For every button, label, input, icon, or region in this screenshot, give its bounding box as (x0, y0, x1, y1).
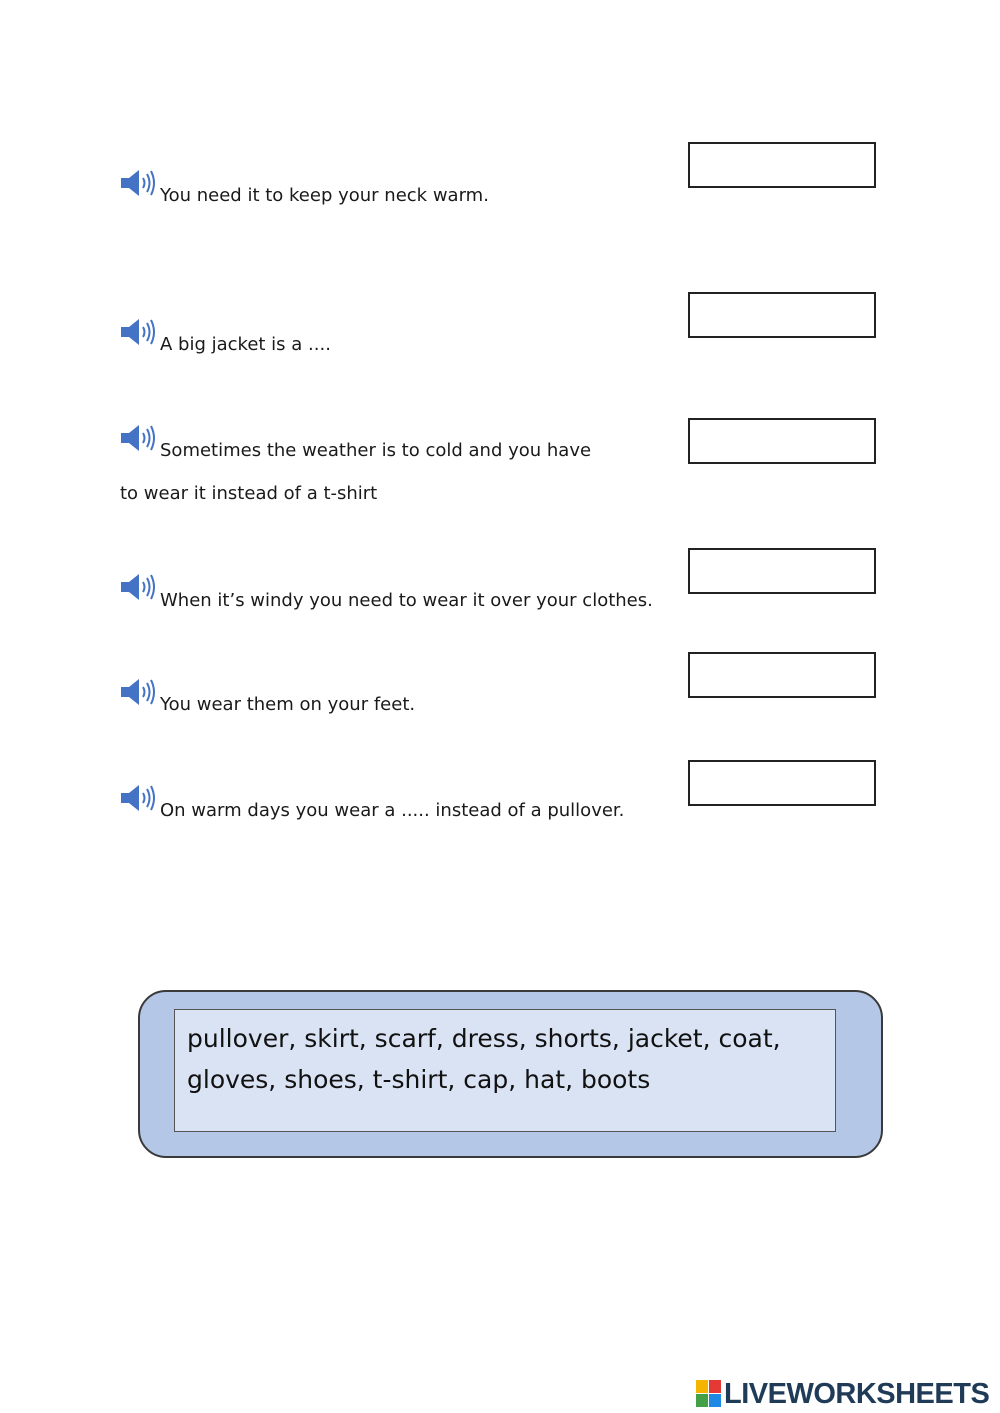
question-text: A big jacket is a .... (160, 334, 331, 355)
word-bank-line: gloves, shoes, t-shirt, cap, hat, boots (187, 1065, 651, 1094)
word-bank (174, 1009, 836, 1132)
question-text: You wear them on your feet. (160, 694, 416, 715)
brand-name: LIVEWORKSHEETS (724, 1377, 990, 1410)
speaker-icon[interactable] (120, 677, 156, 707)
answer-input-2[interactable] (688, 292, 876, 338)
word-bank-line: pullover, skirt, scarf, dress, shorts, jacket, coat, (187, 1024, 781, 1053)
question-text: Sometimes the weather is to cold and you have (160, 440, 592, 461)
liveworksheets-logo-icon (696, 1380, 722, 1408)
answer-input-5[interactable] (688, 652, 876, 698)
answer-input-3[interactable] (688, 418, 876, 464)
answer-input-1[interactable] (688, 142, 876, 188)
question-text-continued: to wear it instead of a t-shirt (120, 483, 378, 504)
speaker-icon[interactable] (120, 168, 156, 198)
speaker-icon[interactable] (120, 423, 156, 453)
speaker-icon[interactable] (120, 572, 156, 602)
brand-logo (696, 1378, 989, 1410)
answer-input-4[interactable] (688, 548, 876, 594)
speaker-icon[interactable] (120, 317, 156, 347)
question-text: When it’s windy you need to wear it over your clothes. (160, 590, 653, 611)
answer-input-6[interactable] (688, 760, 876, 806)
speaker-icon[interactable] (120, 783, 156, 813)
question-text: You need it to keep your neck warm. (160, 185, 489, 206)
question-text: On warm days you wear a ..... instead of a pullover. (160, 800, 625, 821)
